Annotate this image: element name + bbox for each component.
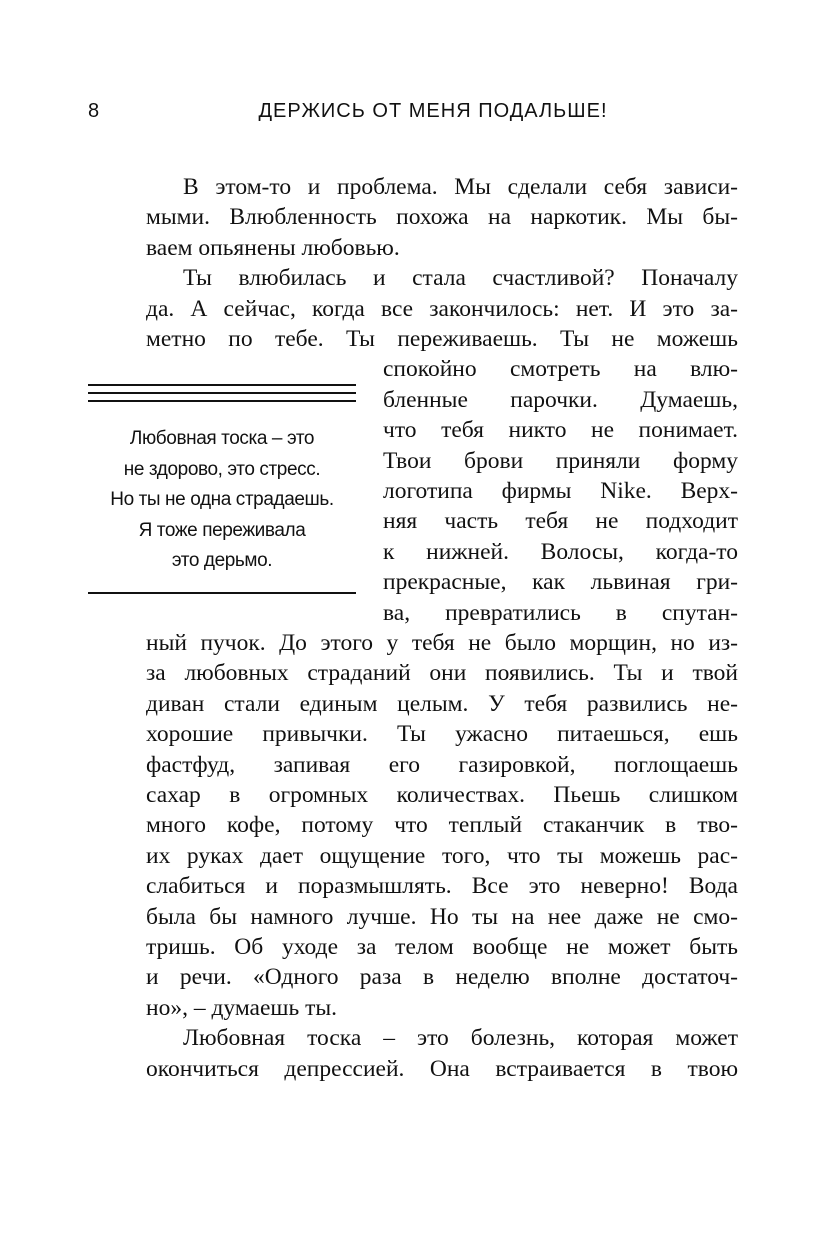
text-line: Ты влюбилась и стала счастливой? Поначалу: [183, 265, 738, 291]
text-line: да. А сейчас, когда все закончилось: нет. И это за-: [146, 296, 738, 322]
text-line: няя часть тебя не подходит: [383, 508, 738, 534]
pull-quote-top-rule: [88, 384, 356, 402]
pull-quote-line: это дерьмо.: [171, 550, 273, 571]
pull-quote-bottom-rule: [88, 592, 356, 594]
text-line: бленные парочки. Думаешь,: [383, 387, 738, 413]
text-line: метно по тебе. Ты переживаешь. Ты не можешь: [146, 326, 738, 352]
pull-quote-line: не здорово, это стресс.: [123, 458, 321, 480]
pull-quote-line: Я тоже переживала: [138, 519, 306, 541]
text-line: Любовная тоска – это болезнь, которая может: [183, 1025, 738, 1051]
text-line: Твои брови приняли форму: [383, 448, 738, 474]
text-line: В этом-то и проблема. Мы сделали себя зависи-: [183, 174, 738, 200]
text-line: спокойно смотреть на влю-: [383, 356, 738, 382]
text-line: тришь. Об уходе за телом вообще не может быть: [146, 934, 738, 960]
text-line: и речи. «Одного раза в неделю вполне достаточ-: [146, 964, 738, 990]
pull-quote-line: Но ты не одна страдаешь.: [110, 489, 334, 510]
text-line: ва, превратились в спутан-: [383, 600, 738, 626]
text-line: прекрасные, как львиная гри-: [383, 569, 738, 595]
text-line: хорошие привычки. Ты ужасно питаешься, ешь: [146, 721, 738, 747]
pull-quote-text: [88, 424, 356, 577]
text-line: за любовных страданий они появились. Ты и твой: [146, 660, 738, 686]
pull-quote: [88, 384, 356, 594]
text-line: слабиться и поразмышлять. Все это неверно! Вода: [146, 873, 738, 899]
text-line: мыми. Влюбленность похожа на наркотик. Мы бы-: [146, 204, 738, 230]
text-line: логотипа фирмы Nike. Верх-: [383, 478, 738, 504]
page-number: 8: [88, 100, 101, 122]
text-line: фастфуд, запивая его газировкой, поглощаешь: [146, 752, 738, 778]
text-line: сахар в огромных количествах. Пьешь слишком: [146, 782, 738, 808]
text-line: окончиться депрессией. Она встраивается в твою: [146, 1056, 738, 1082]
text-line: много кофе, потому что теплый стаканчик в тво-: [146, 812, 738, 838]
page-header: [88, 100, 738, 130]
text-line: ваем опьянены любовью.: [146, 235, 400, 261]
running-title: ДЕРЖИСЬ ОТ МЕНЯ ПОДАЛЬШЕ!: [258, 100, 608, 122]
text-line: ный пучок. До этого у тебя не было морщин, но из-: [146, 630, 738, 656]
text-line: их руках дает ощущение того, что ты можешь рас-: [146, 843, 738, 869]
text-line: диван стали единым целым. У тебя развились не-: [146, 691, 738, 717]
text-line: что тебя никто не понимает.: [383, 417, 738, 443]
text-line: но», – думаешь ты.: [146, 995, 338, 1021]
text-line: к нижней. Волосы, когда-то: [383, 539, 738, 565]
pull-quote-line: Любовная тоска – это: [129, 428, 315, 449]
text-line: была бы намного лучше. Но ты на нее даже не смо-: [146, 904, 738, 930]
